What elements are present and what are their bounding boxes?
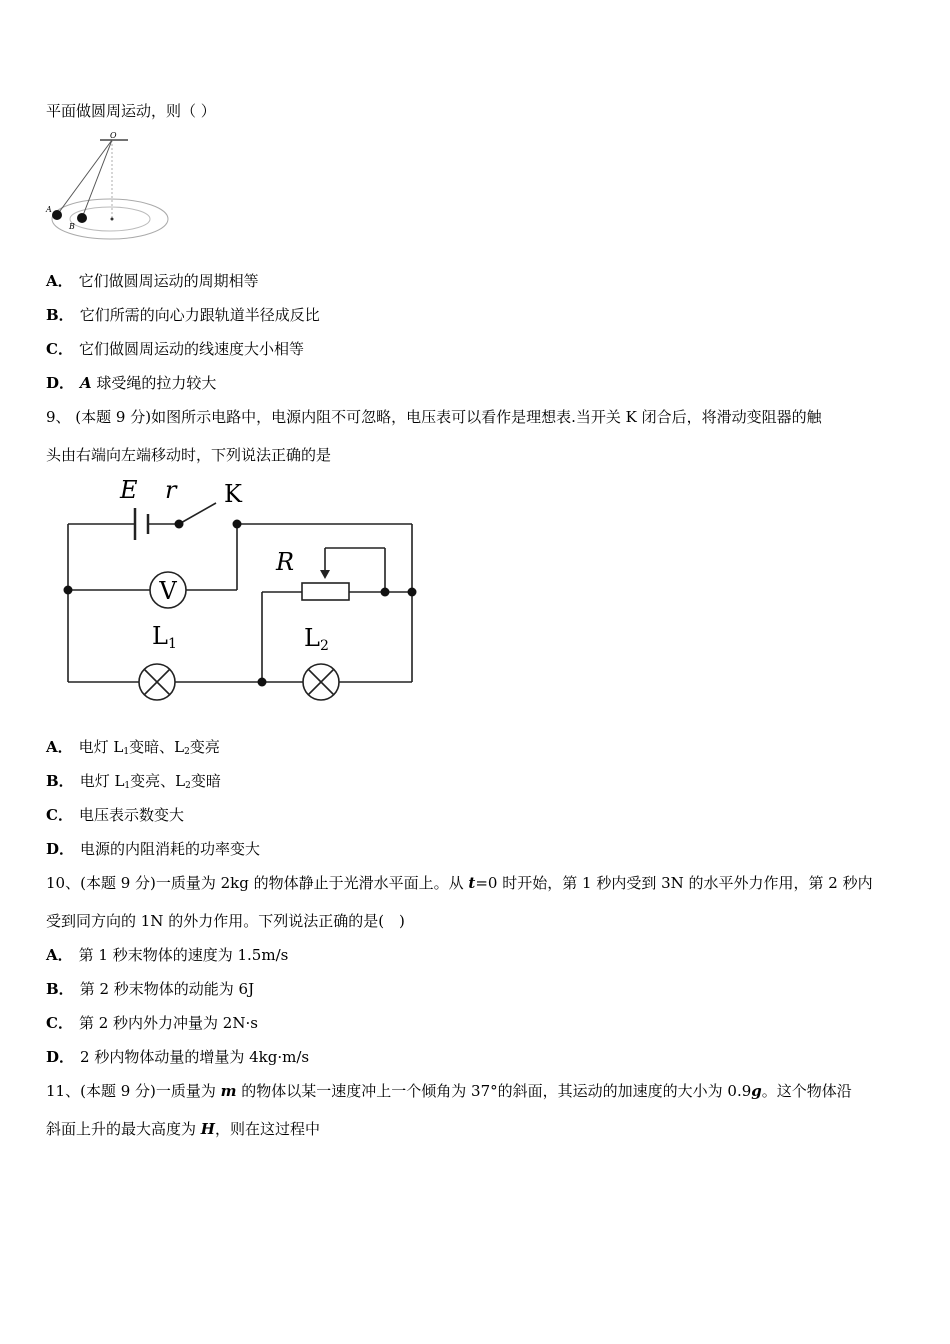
q10-stem-line2: 受到同方向的 1N 的外力作用。下列说法正确的是( ): [46, 912, 405, 930]
string-b: [82, 140, 112, 218]
q10-option-b: B． 第 2 秒末物体的动能为 6J: [46, 980, 255, 998]
q10-option-c: C． 第 2 秒内外力冲量为 2N·s: [46, 1014, 258, 1032]
q9-stem-line1: 9、 (本题 9 分)如图所示电路中，电源内阻不可忽略，电压表可以看作是理想表.当开关 K 闭合后，将滑动变阻器的触: [46, 408, 822, 426]
orbit-center: [111, 218, 114, 221]
q8-option-d: D． A 球受绳的拉力较大: [46, 374, 217, 392]
q9-stem-line2: 头由右端向左端移动时，下列说法正确的是: [46, 446, 332, 464]
lamp-l2: [303, 664, 339, 700]
label-l2: L2: [304, 624, 329, 654]
lamp-l1: [139, 664, 175, 700]
q8-option-c: C． 它们做圆周运动的线速度大小相等: [46, 340, 304, 358]
q8-option-a: A． 它们做圆周运动的周期相等: [46, 272, 259, 290]
label-a: A: [46, 205, 52, 214]
q10-stem-line1: 10、(本题 9 分)一质量为 2kg 的物体静止于光滑水平面上。从 t=0 时开始，第 1 秒内受到 3N 的水平外力作用，第 2 秒内: [46, 874, 873, 892]
label-r: r: [165, 476, 177, 504]
label-b: B: [69, 222, 75, 231]
q10-option-d: D． 2 秒内物体动量的增量为 4kg·m/s: [46, 1048, 310, 1066]
q9-option-c: C． 电压表示数变大: [46, 806, 184, 824]
q9-option-a: A． 电灯 $L_1$变暗、$L_2$变亮: [46, 738, 220, 757]
ball-a: [52, 210, 62, 220]
label-rheostat: R: [276, 548, 295, 576]
q9-option-b: B． 电灯 $L_1$变亮、$L_2$变暗: [46, 772, 221, 791]
ball-b: [77, 213, 87, 223]
rheostat-body: [302, 583, 349, 600]
label-e: E: [120, 476, 138, 504]
q8-option-b: B． 它们所需的向心力跟轨道半径成反比: [46, 306, 320, 324]
switch-blade: [179, 503, 216, 524]
q11-stem-line1: 11、(本题 9 分)一质量为 m 的物体以某一速度冲上一个倾角为 37°的斜面，其运动的加速度的大小为 0.9g。这个物体沿: [46, 1082, 852, 1100]
q9-option-d: D． 电源的内阻消耗的功率变大: [46, 840, 261, 858]
label-k: K: [224, 480, 242, 508]
q11-stem-line2: 斜面上升的最大高度为 H，则在这过程中: [46, 1120, 320, 1138]
label-o: O: [110, 131, 117, 140]
conical-pendulum-figure: [44, 128, 174, 246]
label-l1: L1: [152, 622, 177, 652]
q8-stem-tail: 平面做圆周运动，则（ ）: [46, 102, 216, 120]
outer-orbit: [52, 199, 168, 239]
circuit-diagram: [40, 470, 440, 720]
voltmeter-label: V: [159, 577, 177, 605]
string-a: [57, 140, 112, 215]
slider-arrow: [320, 570, 330, 579]
q10-option-a: A． 第 1 秒末物体的速度为 1.5m/s: [46, 946, 289, 964]
